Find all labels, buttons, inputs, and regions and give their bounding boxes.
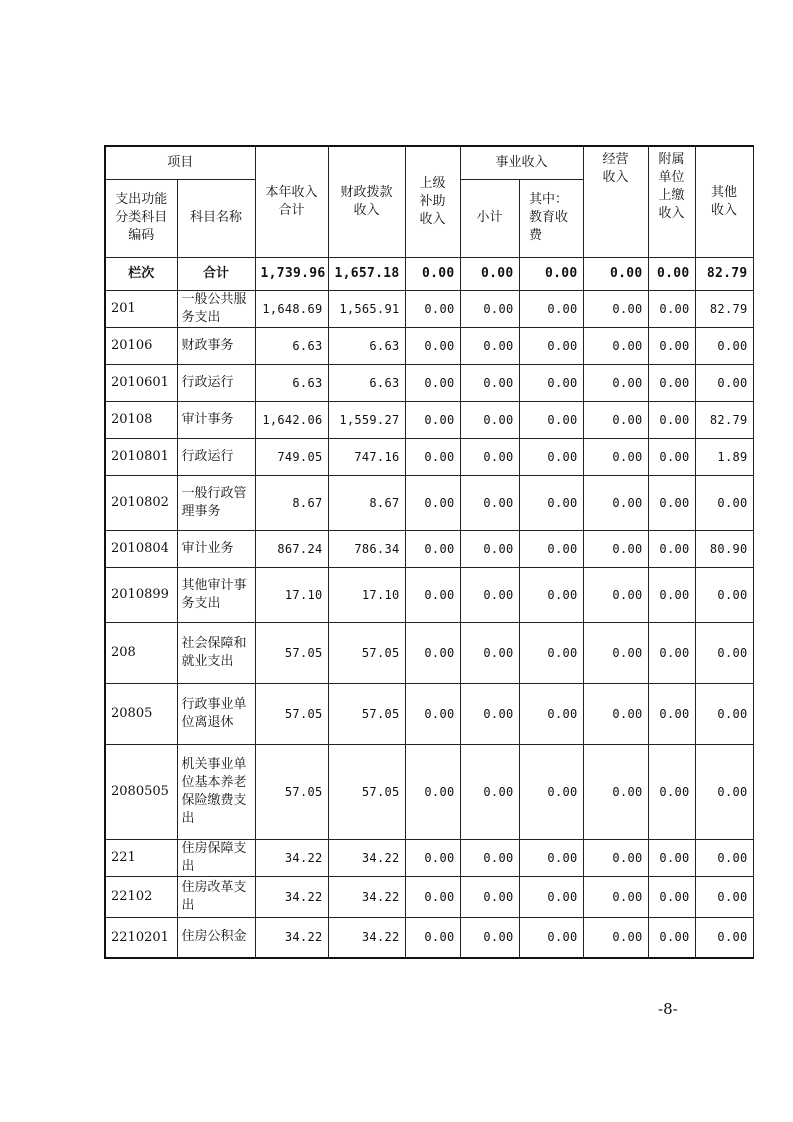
table-row — [105, 567, 753, 622]
amount-cell: 0.00 — [519, 567, 583, 622]
amount-cell: 1,642.06 — [255, 401, 328, 438]
amount-cell: 1.89 — [695, 438, 753, 475]
amount-cell: 0.00 — [648, 744, 695, 839]
amount-cell: 17.10 — [328, 567, 405, 622]
amount-cell: 0.00 — [695, 876, 753, 917]
subject-code: 22102 — [105, 876, 177, 917]
table-row — [105, 438, 753, 475]
subject-name: 住房保障支出 — [177, 839, 255, 876]
amount-cell: 0.00 — [460, 839, 519, 876]
amount-cell: 6.63 — [328, 364, 405, 401]
subject-name: 行政事业单位离退休 — [177, 683, 255, 744]
amount-cell: 8.67 — [328, 475, 405, 530]
header-annual-income: 本年收入合计 — [255, 146, 328, 257]
total-row — [105, 257, 753, 290]
amount-cell: 0.00 — [519, 327, 583, 364]
amount-cell: 0.00 — [648, 683, 695, 744]
subject-code: 20805 — [105, 683, 177, 744]
amount-cell: 0.00 — [519, 401, 583, 438]
amount-cell: 34.22 — [328, 839, 405, 876]
subject-name: 社会保障和就业支出 — [177, 622, 255, 683]
amount-cell: 0.00 — [648, 876, 695, 917]
amount-cell: 0.00 — [583, 876, 648, 917]
subject-code: 2010801 — [105, 438, 177, 475]
subject-name: 行政运行 — [177, 364, 255, 401]
subject-code: 221 — [105, 839, 177, 876]
amount-cell: 0.00 — [695, 622, 753, 683]
total-cell: 1,739.96 — [255, 257, 328, 290]
total-cell: 0.00 — [405, 257, 460, 290]
header-affiliated: 附属单位上缴收入 — [648, 146, 695, 257]
amount-cell: 8.67 — [255, 475, 328, 530]
amount-cell: 0.00 — [648, 401, 695, 438]
subject-name: 财政事务 — [177, 327, 255, 364]
amount-cell: 0.00 — [583, 567, 648, 622]
table-row — [105, 475, 753, 530]
subject-code: 2010601 — [105, 364, 177, 401]
amount-cell: 0.00 — [460, 567, 519, 622]
amount-cell: 0.00 — [648, 327, 695, 364]
page-number: -8- — [658, 1000, 678, 1018]
amount-cell: 1,559.27 — [328, 401, 405, 438]
amount-cell: 0.00 — [460, 917, 519, 958]
subject-name: 机关事业单位基本养老保险缴费支出 — [177, 744, 255, 839]
header-business-income: 事业收入 — [460, 146, 583, 179]
amount-cell: 0.00 — [405, 327, 460, 364]
amount-cell: 0.00 — [583, 327, 648, 364]
amount-cell: 0.00 — [583, 364, 648, 401]
amount-cell: 0.00 — [405, 876, 460, 917]
amount-cell: 0.00 — [648, 567, 695, 622]
amount-cell: 0.00 — [695, 567, 753, 622]
amount-cell: 57.05 — [255, 744, 328, 839]
subject-name: 住房改革支出 — [177, 876, 255, 917]
amount-cell: 0.00 — [460, 364, 519, 401]
table-row — [105, 401, 753, 438]
header-subtotal: 小计 — [460, 179, 519, 257]
amount-cell: 0.00 — [460, 475, 519, 530]
total-cell: 0.00 — [583, 257, 648, 290]
amount-cell: 34.22 — [255, 917, 328, 958]
amount-cell: 0.00 — [460, 683, 519, 744]
amount-cell: 0.00 — [460, 744, 519, 839]
amount-cell: 0.00 — [648, 290, 695, 327]
amount-cell: 0.00 — [460, 876, 519, 917]
amount-cell: 57.05 — [328, 744, 405, 839]
header-name: 科目名称 — [177, 179, 255, 257]
amount-cell: 82.79 — [695, 401, 753, 438]
subject-code: 208 — [105, 622, 177, 683]
total-cell: 82.79 — [695, 257, 753, 290]
amount-cell: 0.00 — [695, 475, 753, 530]
amount-cell: 0.00 — [519, 475, 583, 530]
total-code: 栏次 — [105, 257, 177, 290]
amount-cell: 57.05 — [328, 622, 405, 683]
table-row — [105, 876, 753, 917]
table-row — [105, 530, 753, 567]
amount-cell: 0.00 — [519, 622, 583, 683]
amount-cell: 747.16 — [328, 438, 405, 475]
table-body — [105, 290, 753, 958]
amount-cell: 0.00 — [460, 622, 519, 683]
amount-cell: 17.10 — [255, 567, 328, 622]
total-cell: 1,657.18 — [328, 257, 405, 290]
amount-cell: 34.22 — [255, 839, 328, 876]
amount-cell: 0.00 — [519, 876, 583, 917]
amount-cell: 0.00 — [648, 438, 695, 475]
subject-name: 审计事务 — [177, 401, 255, 438]
subject-name: 一般公共服务支出 — [177, 290, 255, 327]
subject-name: 住房公积金 — [177, 917, 255, 958]
header-code: 支出功能分类科目编码 — [105, 179, 177, 257]
amount-cell: 0.00 — [519, 839, 583, 876]
amount-cell: 0.00 — [460, 530, 519, 567]
amount-cell: 0.00 — [648, 622, 695, 683]
subject-code: 201 — [105, 290, 177, 327]
total-cell: 0.00 — [460, 257, 519, 290]
header-operating: 经营收入 — [583, 146, 648, 257]
table-row — [105, 290, 753, 327]
amount-cell: 6.63 — [255, 327, 328, 364]
subject-code: 2010804 — [105, 530, 177, 567]
amount-cell: 0.00 — [648, 364, 695, 401]
amount-cell: 34.22 — [328, 917, 405, 958]
amount-cell: 0.00 — [405, 530, 460, 567]
amount-cell: 80.90 — [695, 530, 753, 567]
amount-cell: 0.00 — [405, 839, 460, 876]
amount-cell: 0.00 — [405, 401, 460, 438]
header-fiscal: 财政拨款收入 — [328, 146, 405, 257]
table-row — [105, 683, 753, 744]
amount-cell: 57.05 — [328, 683, 405, 744]
amount-cell: 0.00 — [695, 327, 753, 364]
amount-cell: 0.00 — [405, 364, 460, 401]
header-item: 项目 — [105, 146, 255, 179]
amount-cell: 0.00 — [583, 917, 648, 958]
subject-name: 审计业务 — [177, 530, 255, 567]
amount-cell: 0.00 — [583, 744, 648, 839]
table-row — [105, 364, 753, 401]
amount-cell: 57.05 — [255, 683, 328, 744]
amount-cell: 0.00 — [519, 290, 583, 327]
amount-cell: 0.00 — [460, 438, 519, 475]
amount-cell: 0.00 — [695, 364, 753, 401]
amount-cell: 0.00 — [583, 475, 648, 530]
table-row — [105, 839, 753, 876]
header-education-fee: 其中：教育收费 — [519, 179, 583, 257]
amount-cell: 0.00 — [519, 683, 583, 744]
amount-cell: 0.00 — [583, 839, 648, 876]
budget-income-table — [104, 145, 754, 959]
amount-cell: 0.00 — [519, 364, 583, 401]
subject-code: 20108 — [105, 401, 177, 438]
amount-cell: 786.34 — [328, 530, 405, 567]
table-row — [105, 327, 753, 364]
amount-cell: 57.05 — [255, 622, 328, 683]
amount-cell: 0.00 — [695, 917, 753, 958]
amount-cell: 0.00 — [583, 438, 648, 475]
amount-cell: 749.05 — [255, 438, 328, 475]
amount-cell: 1,565.91 — [328, 290, 405, 327]
amount-cell: 0.00 — [583, 683, 648, 744]
amount-cell: 0.00 — [648, 475, 695, 530]
amount-cell: 6.63 — [328, 327, 405, 364]
subject-code: 2080505 — [105, 744, 177, 839]
amount-cell: 0.00 — [583, 401, 648, 438]
subject-code: 2010899 — [105, 567, 177, 622]
amount-cell: 867.24 — [255, 530, 328, 567]
amount-cell: 0.00 — [405, 567, 460, 622]
amount-cell: 0.00 — [405, 917, 460, 958]
amount-cell: 0.00 — [648, 917, 695, 958]
amount-cell: 34.22 — [255, 876, 328, 917]
subject-code: 2010802 — [105, 475, 177, 530]
amount-cell: 82.79 — [695, 290, 753, 327]
header-superior-subsidy: 上级补助收入 — [405, 146, 460, 257]
amount-cell: 0.00 — [405, 744, 460, 839]
amount-cell: 34.22 — [328, 876, 405, 917]
amount-cell: 0.00 — [695, 683, 753, 744]
amount-cell: 0.00 — [519, 438, 583, 475]
total-name: 合计 — [177, 257, 255, 290]
amount-cell: 0.00 — [519, 744, 583, 839]
amount-cell: 0.00 — [583, 290, 648, 327]
amount-cell: 0.00 — [695, 744, 753, 839]
amount-cell: 0.00 — [405, 290, 460, 327]
table-row — [105, 917, 753, 958]
amount-cell: 0.00 — [405, 622, 460, 683]
amount-cell: 1,648.69 — [255, 290, 328, 327]
header-other: 其他收入 — [695, 146, 753, 257]
amount-cell: 0.00 — [519, 530, 583, 567]
amount-cell: 0.00 — [519, 917, 583, 958]
amount-cell: 0.00 — [405, 475, 460, 530]
amount-cell: 0.00 — [460, 401, 519, 438]
amount-cell: 6.63 — [255, 364, 328, 401]
amount-cell: 0.00 — [648, 530, 695, 567]
amount-cell: 0.00 — [460, 290, 519, 327]
subject-name: 一般行政管理事务 — [177, 475, 255, 530]
subject-code: 20106 — [105, 327, 177, 364]
amount-cell: 0.00 — [695, 839, 753, 876]
amount-cell: 0.00 — [405, 683, 460, 744]
amount-cell: 0.00 — [583, 530, 648, 567]
subject-name: 行政运行 — [177, 438, 255, 475]
table-row — [105, 622, 753, 683]
amount-cell: 0.00 — [460, 327, 519, 364]
total-cell: 0.00 — [519, 257, 583, 290]
amount-cell: 0.00 — [648, 839, 695, 876]
amount-cell: 0.00 — [405, 438, 460, 475]
table-row — [105, 744, 753, 839]
amount-cell: 0.00 — [583, 622, 648, 683]
subject-name: 其他审计事务支出 — [177, 567, 255, 622]
subject-code: 2210201 — [105, 917, 177, 958]
total-cell: 0.00 — [648, 257, 695, 290]
